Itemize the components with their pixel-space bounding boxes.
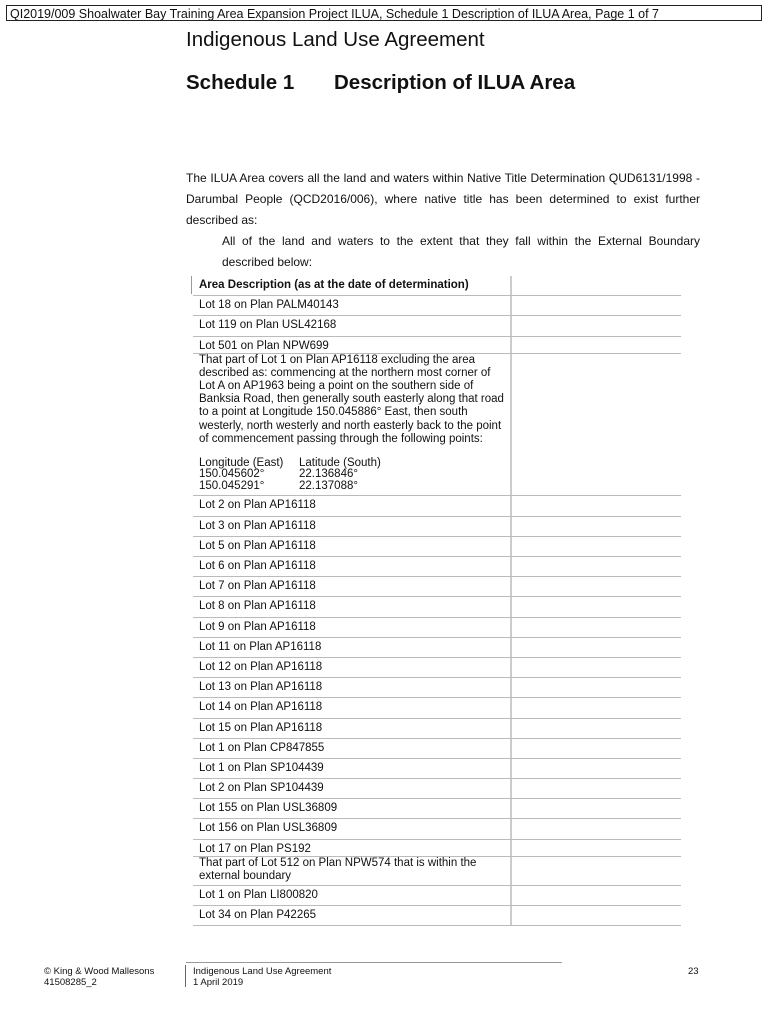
point-longitude: 150.045602° bbox=[199, 468, 265, 481]
table-row bbox=[193, 739, 681, 759]
table-row bbox=[193, 337, 681, 354]
table-header-cell: Area Description (as at the date of determination) bbox=[193, 276, 511, 295]
lot-description: Lot 2 on Plan SP104439 bbox=[193, 779, 511, 798]
footer-rule bbox=[186, 962, 562, 963]
ap16118-part-description: That part of Lot 1 on Plan AP16118 excluding the area described as: commencing at the northern most corner of Lot A on AP1963 being a point on the southern side of Banksia Road, then generally south easterly along that road to a point at Longitude 150.045886° East, then south westerly, north westerly and north easterly back to the point of commencement passing through the following points: bbox=[199, 353, 504, 445]
table-row bbox=[193, 719, 681, 739]
table-row bbox=[193, 638, 681, 658]
lot-description: Lot 1 on Plan SP104439 bbox=[193, 759, 511, 778]
document-reference-header: QI2019/009 Shoalwater Bay Training Area Expansion Project ILUA, Schedule 1 Description of ILUA Area, Page 1 of 7 bbox=[6, 5, 762, 21]
lot-description: Lot 14 on Plan AP16118 bbox=[193, 698, 511, 717]
lot-description: Lot 7 on Plan AP16118 bbox=[193, 577, 511, 596]
table-row bbox=[193, 557, 681, 577]
lot-description: Lot 5 on Plan AP16118 bbox=[193, 537, 511, 556]
table-row bbox=[193, 819, 681, 839]
schedule-number: Schedule 1 bbox=[186, 71, 295, 94]
lot-description: Lot 13 on Plan AP16118 bbox=[193, 678, 511, 697]
lot-description: That part of Lot 512 on Plan NPW574 that is within the external boundary bbox=[193, 857, 511, 885]
latitude-column-heading: Latitude (South) bbox=[299, 456, 381, 469]
table-left-rule bbox=[191, 276, 192, 294]
table-row bbox=[193, 678, 681, 698]
table-row bbox=[193, 698, 681, 718]
footer-doc-title: Indigenous Land Use Agreement bbox=[193, 966, 332, 977]
point-latitude: 22.137088° bbox=[299, 479, 358, 492]
footer-date: 1 April 2019 bbox=[193, 977, 244, 988]
lot-description: Lot 34 on Plan P42265 bbox=[193, 906, 511, 925]
page-title: Indigenous Land Use Agreement bbox=[186, 28, 485, 51]
lot-description: Lot 3 on Plan AP16118 bbox=[193, 517, 511, 536]
table-row bbox=[193, 658, 681, 678]
table-row bbox=[193, 618, 681, 638]
lot-description: Lot 501 on Plan NPW699 bbox=[193, 337, 511, 353]
lot-description: Lot 1 on Plan LI800820 bbox=[193, 886, 511, 905]
boundary-statement: All of the land and waters to the extent that they fall within the External Boundary described below: bbox=[222, 234, 700, 269]
schedule-title: Description of ILUA Area bbox=[334, 71, 576, 94]
intro-paragraph: The ILUA Area covers all the land and waters within Native Title Determination QUD6131/1998 - Darumbal People (QCD2016/006), where native title has been determined to exist further described as: bbox=[186, 171, 700, 227]
table-row bbox=[193, 296, 681, 316]
table-row-ap16118-part bbox=[193, 354, 681, 497]
lot-description: Lot 1 on Plan CP847855 bbox=[193, 739, 511, 758]
point-longitude: 150.045291° bbox=[199, 479, 265, 492]
table-row bbox=[193, 577, 681, 597]
footer-document-block bbox=[193, 966, 331, 988]
lot-description: Lot 15 on Plan AP16118 bbox=[193, 719, 511, 738]
footer-separator bbox=[185, 965, 186, 987]
table-row-npw574-part bbox=[193, 857, 681, 886]
lot-description: Lot 156 on Plan USL36809 bbox=[193, 819, 511, 838]
page-number: 23 bbox=[688, 966, 699, 977]
lot-description: Lot 11 on Plan AP16118 bbox=[193, 638, 511, 657]
longitude-column-heading: Longitude (East) bbox=[199, 456, 284, 469]
lot-description: Lot 17 on Plan PS192 bbox=[193, 840, 511, 856]
table-row bbox=[193, 597, 681, 617]
table-row bbox=[193, 840, 681, 857]
table-row bbox=[193, 496, 681, 516]
table-header-row bbox=[193, 276, 681, 296]
coordinates-grid bbox=[199, 458, 504, 493]
lot-description: Lot 119 on Plan USL42168 bbox=[193, 316, 511, 335]
schedule-heading bbox=[186, 71, 575, 95]
area-description-table bbox=[193, 276, 681, 926]
lot-description: Lot 9 on Plan AP16118 bbox=[193, 618, 511, 637]
footer-firm: © King & Wood Mallesons bbox=[44, 966, 155, 977]
lot-description: Lot 6 on Plan AP16118 bbox=[193, 557, 511, 576]
table-row bbox=[193, 517, 681, 537]
table-row bbox=[193, 799, 681, 819]
table-row bbox=[193, 906, 681, 926]
table-row bbox=[193, 779, 681, 799]
lot-description: Lot 2 on Plan AP16118 bbox=[193, 496, 511, 515]
table-row bbox=[193, 759, 681, 779]
lot-description: Lot 8 on Plan AP16118 bbox=[193, 597, 511, 616]
lot-description: Lot 18 on Plan PALM40143 bbox=[193, 296, 511, 315]
table-row bbox=[193, 316, 681, 336]
point-latitude: 22.136846° bbox=[299, 468, 358, 481]
lot-description: Lot 12 on Plan AP16118 bbox=[193, 658, 511, 677]
footer-firm-block bbox=[44, 966, 154, 988]
table-row bbox=[193, 537, 681, 557]
ap16118-part-cell bbox=[193, 354, 511, 496]
table-row bbox=[193, 886, 681, 906]
lot-description: Lot 155 on Plan USL36809 bbox=[193, 799, 511, 818]
footer-doc-id: 41508285_2 bbox=[44, 977, 97, 988]
